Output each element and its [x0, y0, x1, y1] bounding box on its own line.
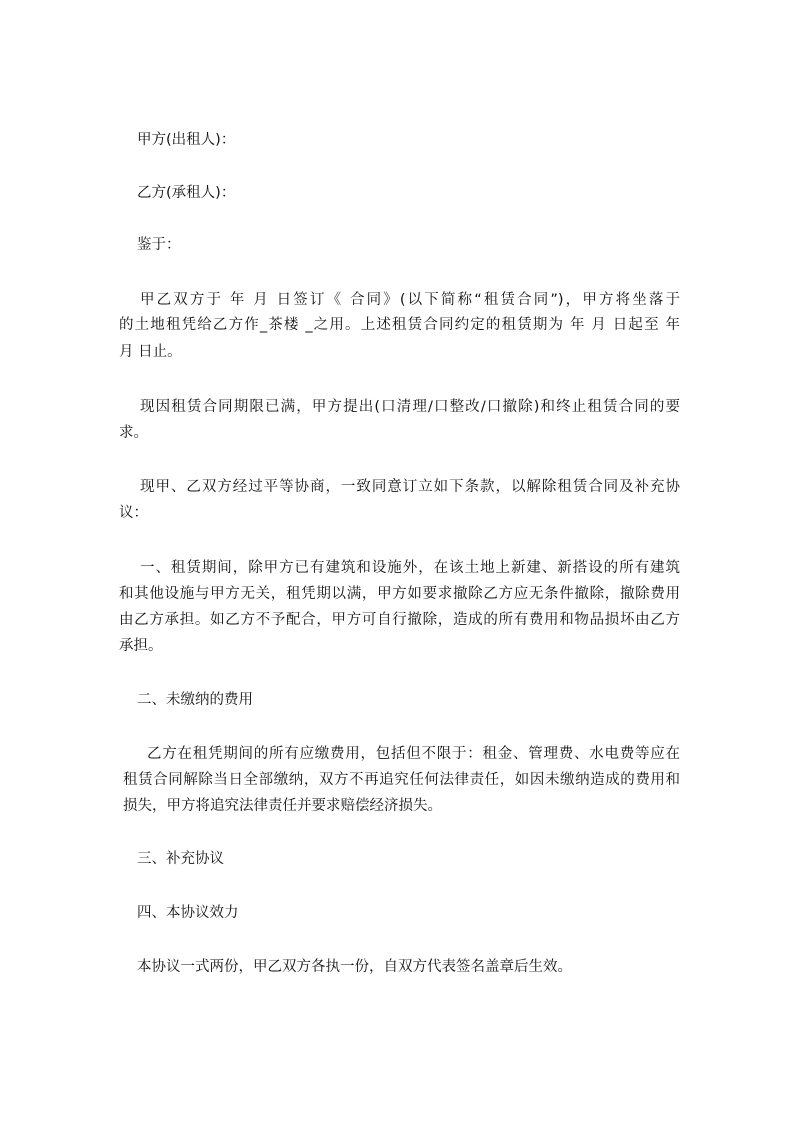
paragraph-line: 求。 — [119, 425, 148, 441]
paragraph-line: 由乙方承担。如乙方不予配合，甲方可自行撤除，造成的所有费用和物品损坏由乙方 — [119, 612, 680, 628]
paragraph-line: 的土地租凭给乙方作_茶楼 _之用。上述租赁合同约定的租赁期为 年 月 日起至 年 — [119, 317, 680, 333]
paragraph-line: 损失，甲方将追究法律责任并要求赔偿经济损失。 — [123, 798, 442, 814]
paragraph-line: 乙方在租凭期间的所有应缴费用，包括但不限于：租金、管理费、水电费等应在 — [147, 746, 680, 762]
paragraph-line: 甲乙双方于 年 月 日签订《 合同》(以下简称“租赁合同”)，甲方将坐落于 — [140, 292, 680, 308]
party-a-label: 甲方(出租人)： — [137, 132, 236, 148]
section-heading: 三、补充协议 — [137, 851, 224, 867]
paragraph-line: 承担。 — [119, 638, 163, 654]
paragraph-line: 月 日止。 — [119, 344, 182, 360]
paragraph-line: 一、租赁期间，除甲方已有建筑和设施外，在该土地上新建、新搭设的所有建筑 — [140, 560, 680, 576]
section-heading: 四、本协议效力 — [137, 905, 239, 921]
whereas-label: 鉴于： — [137, 237, 181, 253]
section-heading: 二、未缴纳的费用 — [137, 692, 253, 708]
paragraph-line: 现甲、乙双方经过平等协商，一致同意订立如下条款，以解除租赁合同及补充协 — [140, 479, 680, 495]
paragraph-line: 租赁合同解除当日全部缴纳，双方不再追究任何法律责任，如因未缴纳造成的费用和 — [123, 772, 680, 788]
paragraph-line: 议： — [119, 505, 148, 521]
paragraph-line: 和其他设施与甲方无关，租凭期以满，甲方如要求撤除乙方应无条件撤除，撤除费用 — [119, 586, 680, 602]
paragraph-line: 本协议一式两份，甲乙双方各执一份，自双方代表签名盖章后生效。 — [137, 959, 572, 975]
paragraph-line: 现因租赁合同期限已满，甲方提出(口清理/口整改/口撤除)和终止租赁合同的要 — [140, 399, 680, 415]
party-b-label: 乙方(承租人)： — [137, 185, 236, 201]
